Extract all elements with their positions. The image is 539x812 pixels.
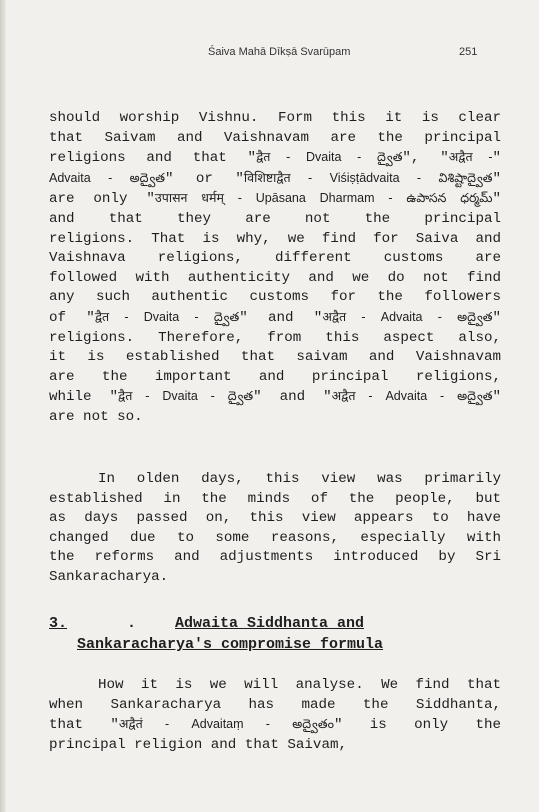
script-term: अद्वैत - Advaita - అద్వైత	[331, 389, 493, 404]
text-segment: religions. Therefore, from this aspect also,	[49, 329, 501, 346]
running-header	[0, 46, 539, 62]
paragraph-vishnu-saivam	[49, 109, 501, 428]
text-segment: established in the minds of the people, but	[49, 490, 501, 507]
script-term: विशिष्टाद्वैत - Viśiṣṭādvaita - విశిష్టాద్వైత	[243, 170, 493, 185]
text-segment: while "	[49, 389, 119, 406]
text-segment: any such authentic customs for the followers	[49, 289, 501, 306]
text-segment: the reforms and adjustments introduced by Sri	[49, 549, 501, 566]
script-term: अद्वैत - Advaita - అద్వైత	[322, 309, 493, 324]
text-line	[49, 676, 501, 696]
text-segment: changed due to some reasons, especially with	[49, 529, 501, 546]
text-segment: " and "	[239, 309, 323, 326]
text-line	[49, 387, 501, 408]
section-dot: .	[127, 615, 137, 632]
text-line	[49, 490, 501, 510]
text-segment: as days passed on, this view appears to have	[49, 510, 501, 527]
text-segment: are only "	[49, 191, 155, 208]
section-title-line2: Sankaracharya's compromise formula	[77, 636, 384, 653]
text-segment: that Saivam and Vaishnavam are the principal	[49, 129, 501, 146]
running-title: Śaiva Mahā Dīkṣā Svarūpam	[208, 46, 351, 58]
paragraph-olden-days	[49, 470, 501, 588]
text-segment: are not so.	[49, 408, 143, 425]
text-line	[49, 368, 501, 388]
text-segment: "	[492, 170, 501, 187]
text-segment: " and "	[253, 389, 332, 406]
text-line	[49, 715, 501, 736]
text-line	[49, 189, 501, 210]
page-number: 251	[459, 46, 478, 58]
text-segment: it is established that saivam and Vaishnavam	[49, 349, 501, 366]
section-number: 3.	[49, 615, 68, 632]
text-line	[49, 269, 501, 289]
text-line	[49, 470, 501, 490]
text-segment: Vaishnava religions, different customs are	[49, 250, 501, 267]
text-segment: religions and that "	[49, 150, 257, 167]
paragraph-analyse	[49, 676, 501, 755]
script-term: द्वैत - Dvaita - ద్వైత	[256, 150, 403, 165]
text-segment: " or "	[164, 170, 244, 187]
text-segment: when Sankaracharya has made the Siddhanta,	[49, 696, 501, 713]
text-line	[49, 288, 501, 308]
text-segment: "	[492, 150, 502, 167]
text-segment: How it is we will analyse. We find that	[98, 677, 501, 693]
script-term: अद्वैत -	[448, 150, 493, 165]
script-term: द्वैत - Dvaita - ద్వైత	[118, 389, 254, 404]
text-segment: principal religion and that Saivam,	[49, 736, 347, 753]
text-segment: "	[492, 309, 501, 326]
text-segment: of "	[49, 309, 95, 326]
text-segment: "	[492, 191, 501, 208]
text-segment: followed with authenticity and we do not find	[49, 269, 501, 286]
text-segment: that "	[49, 717, 119, 734]
text-line	[49, 329, 501, 349]
text-segment: should worship Vishnu. Form this it is clear	[49, 110, 501, 126]
text-line	[49, 529, 501, 549]
text-segment: In olden days, this view was primarily	[98, 471, 501, 487]
text-segment: and that they are not the principal	[49, 210, 501, 227]
text-line	[49, 148, 501, 169]
text-segment: religions. That is why, we find for Saiva and	[49, 230, 501, 247]
text-segment: "	[492, 389, 502, 406]
text-segment: Sankaracharya.	[49, 568, 169, 585]
text-line	[49, 249, 501, 269]
text-line	[49, 348, 501, 368]
section-title-line1: Adwaita Siddhanta and	[175, 615, 365, 632]
text-line	[49, 230, 501, 250]
text-line	[49, 210, 501, 230]
text-line	[49, 736, 501, 756]
text-line	[49, 548, 501, 568]
script-term: Advaita - అద్వైత	[49, 170, 165, 185]
script-term: द्वैत - Dvaita - ద్వైత	[94, 309, 240, 324]
text-segment: are the important and principal religions,	[49, 368, 501, 385]
text-line	[49, 568, 501, 588]
page-edge	[0, 0, 6, 812]
text-line	[49, 169, 501, 190]
text-line	[49, 308, 501, 329]
text-segment: " is only the	[333, 717, 501, 734]
script-term: उपासन धर्मम् - Upāsana Dharmam - ఉపాసన ధర్మమ్	[154, 191, 493, 206]
text-segment: ", "	[402, 150, 449, 167]
script-term: अद्वैतं - Advaitaṃ - అద్వైతం	[118, 717, 334, 732]
text-line	[49, 696, 501, 716]
text-line	[49, 109, 501, 129]
text-line	[49, 509, 501, 529]
text-line	[49, 408, 501, 428]
text-line	[49, 129, 501, 149]
